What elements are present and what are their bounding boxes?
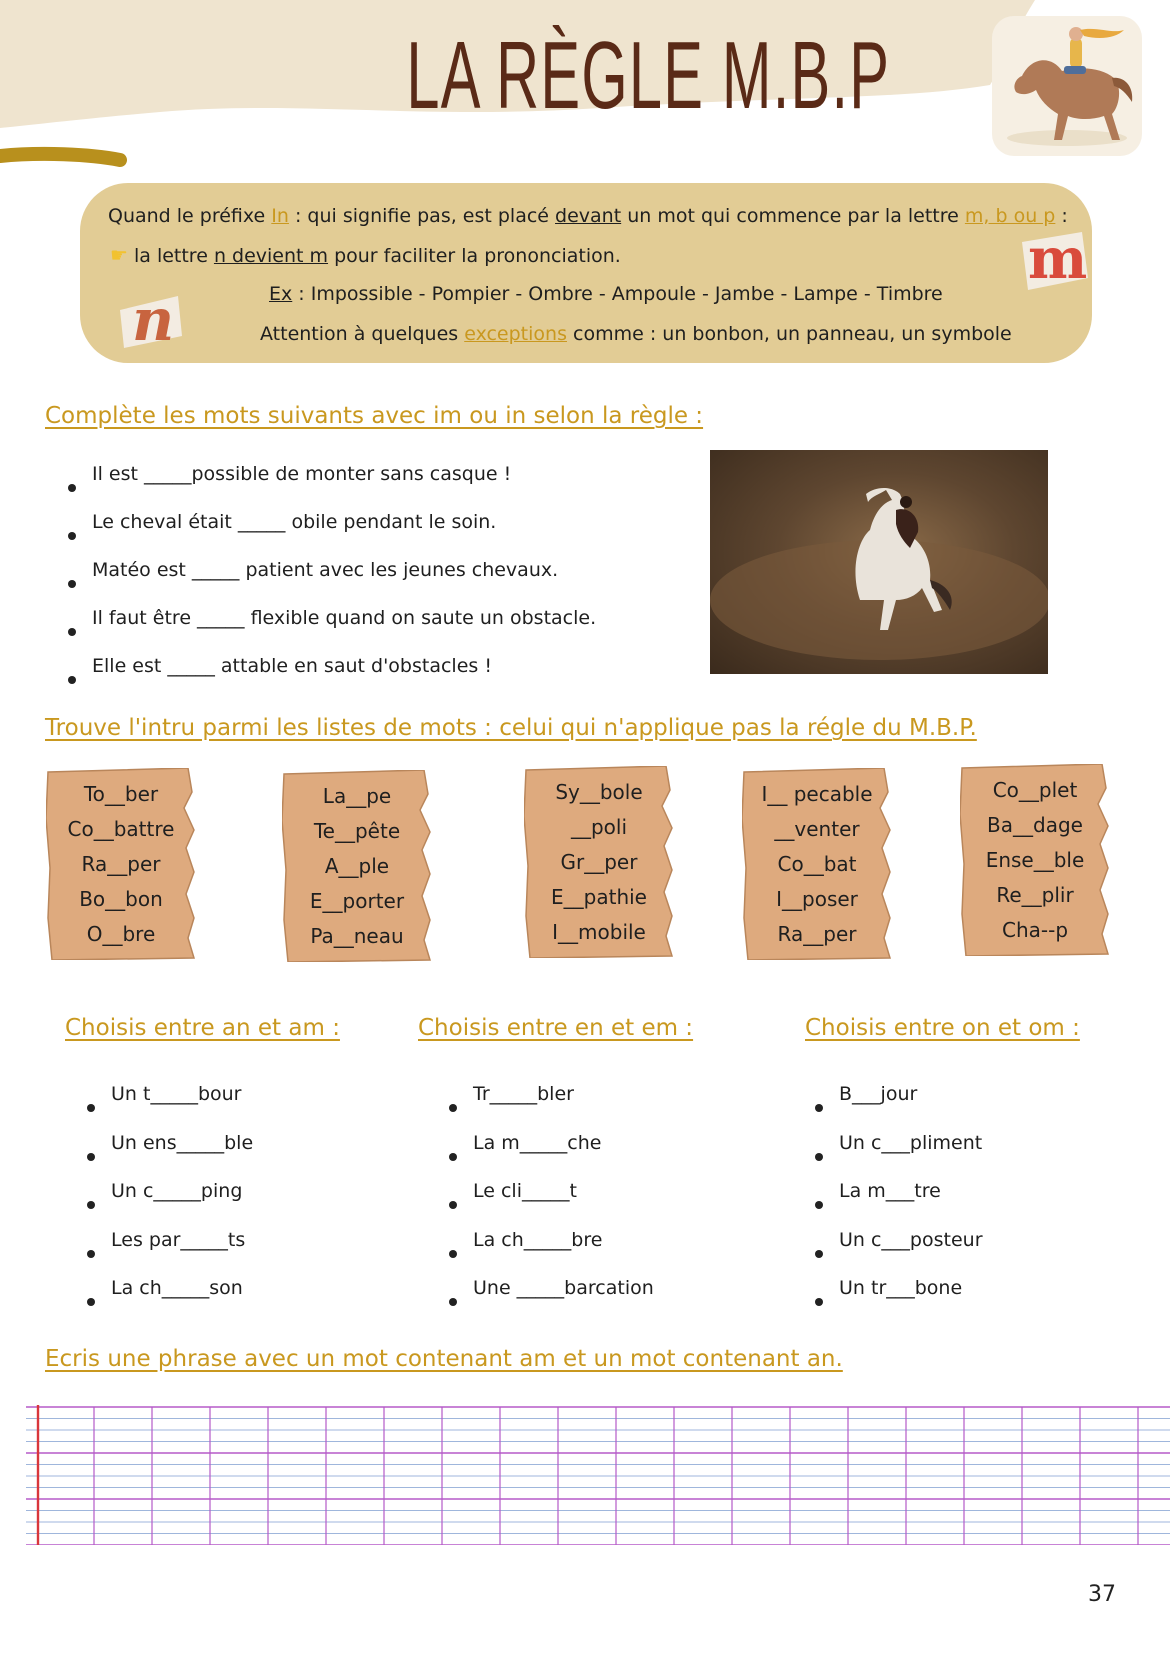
prefix-in: In: [271, 205, 289, 227]
exercise3-heading-an-am: Choisis entre an et am :: [65, 1015, 340, 1041]
exercise3-item: Un ens_____ble: [87, 1132, 253, 1181]
exercise3-item: Tr_____bler: [449, 1083, 654, 1132]
card-word: Co__battre: [67, 816, 175, 841]
card-word: I__poser: [776, 887, 858, 912]
card-word: Ba__dage: [987, 812, 1083, 837]
card-word: E__porter: [309, 889, 405, 914]
rearing-horse-photo: [710, 450, 1048, 674]
card-word: I__ pecable: [761, 781, 873, 806]
card-word: Gr__per: [560, 849, 638, 874]
n-devient-m: n devient m: [213, 245, 329, 267]
exercise1-item: Il faut être _____ flexible quand on saute un obstacle.: [68, 607, 596, 655]
letter-m-decoration: [1018, 228, 1090, 294]
card-word: Te__pête: [313, 818, 401, 843]
exercise3-item: La m___tre: [815, 1180, 983, 1229]
rule-line-attention: Attention à quelques exceptions comme : un bonbon, un panneau, un symbole: [260, 323, 1012, 345]
exercise3-heading-on-om: Choisis entre on et om :: [805, 1015, 1080, 1041]
svg-text:n: n: [132, 290, 175, 352]
card-word: I__mobile: [552, 920, 646, 945]
rule-line-1: Quand le préfixe In : qui signifie pas, est placé devant un mot qui commence par la lettre m, b ou p :: [108, 205, 1068, 227]
card-word: Re__plir: [996, 883, 1074, 908]
exercise3-item: Un tr___bone: [815, 1277, 983, 1326]
exercise1-item: Elle est _____ attable en saut d'obstacles !: [68, 655, 596, 703]
exercise3-item: Un c___posteur: [815, 1229, 983, 1278]
card-word: Bo__bon: [79, 887, 163, 912]
rule-line-2: ☛ la lettre n devient m pour faciliter la prononciation.: [110, 243, 621, 267]
exercise3-item: La ch_____bre: [449, 1229, 654, 1278]
exercise2-heading: Trouve l'intru parmi les listes de mots : celui qui n'applique pas la régle du M.B.P.: [45, 715, 977, 741]
exercise3-list-en-em: [449, 1083, 654, 1326]
card-word: Sy__bole: [555, 779, 643, 804]
exercise3-item: Un c_____ping: [87, 1180, 253, 1229]
exercise1-item: Il est _____possible de monter sans casque !: [68, 463, 596, 511]
exercise3-list-on-om: [815, 1083, 983, 1326]
card-word: Cha--p: [1001, 918, 1069, 943]
devant-word: devant: [555, 205, 622, 227]
rule-line-examples: Ex : Impossible - Pompier - Ombre - Ampoule - Jambe - Lampe - Timbre: [269, 283, 943, 305]
horse-rider-illustration: [992, 16, 1142, 156]
card-word: Pa__neau: [310, 924, 404, 949]
exercise4-heading: Ecris une phrase avec un mot contenant am et un mot contenant an.: [45, 1346, 843, 1372]
word-card-4: [742, 768, 892, 960]
exercise3-item: Le cli_____t: [449, 1180, 654, 1229]
rule-box: [80, 183, 1092, 363]
pointing-hand-icon: ☛: [110, 243, 128, 267]
exercise3-item: La ch_____son: [87, 1277, 253, 1326]
page-title: LA RÈGLE M.B.P: [406, 22, 891, 129]
card-word: __venter: [774, 816, 860, 841]
exercise3-heading-en-em: Choisis entre en et em :: [418, 1015, 694, 1041]
exercise3-item: B___jour: [815, 1083, 983, 1132]
exercise3-item: Une _____barcation: [449, 1277, 654, 1326]
exercise1-item: Matéo est _____ patient avec les jeunes chevaux.: [68, 559, 596, 607]
page-number: 37: [1088, 1582, 1116, 1607]
card-word: Ra__per: [777, 922, 857, 947]
letters-mbp: m, b ou p: [964, 205, 1056, 227]
card-word: Co__bat: [777, 851, 857, 876]
word-card-5: [960, 764, 1110, 956]
card-word: __poli: [570, 814, 628, 839]
card-word: To__ber: [83, 781, 159, 806]
card-word: O__bre: [86, 922, 156, 947]
exercise3-item: Les par_____ts: [87, 1229, 253, 1278]
card-word: E__pathie: [551, 885, 647, 910]
card-word: A__ple: [324, 853, 390, 878]
card-word: Ense__ble: [985, 847, 1085, 872]
exercise3-list-an-am: [87, 1083, 253, 1326]
exercise3-item: Un c___pliment: [815, 1132, 983, 1181]
exceptions-word: exceptions: [464, 323, 567, 345]
card-word: Co__plet: [992, 777, 1078, 802]
ex-label: Ex: [269, 283, 293, 305]
exercise3-item: Un t_____bour: [87, 1083, 253, 1132]
svg-text:m: m: [1028, 228, 1088, 292]
exercise3-item: La m_____che: [449, 1132, 654, 1181]
word-card-1: [46, 768, 196, 960]
word-card-2: [282, 770, 432, 962]
handwriting-lines[interactable]: [26, 1405, 1170, 1545]
letter-n-decoration: [112, 290, 188, 352]
exercise1-item: Le cheval était _____ obile pendant le soin.: [68, 511, 596, 559]
exercise1-list: [68, 463, 596, 703]
card-word: La__pe: [322, 783, 392, 808]
word-card-3: [524, 766, 674, 958]
card-word: Ra__per: [81, 851, 161, 876]
exercise1-heading: Complète les mots suivants avec im ou in selon la règle :: [45, 403, 704, 429]
